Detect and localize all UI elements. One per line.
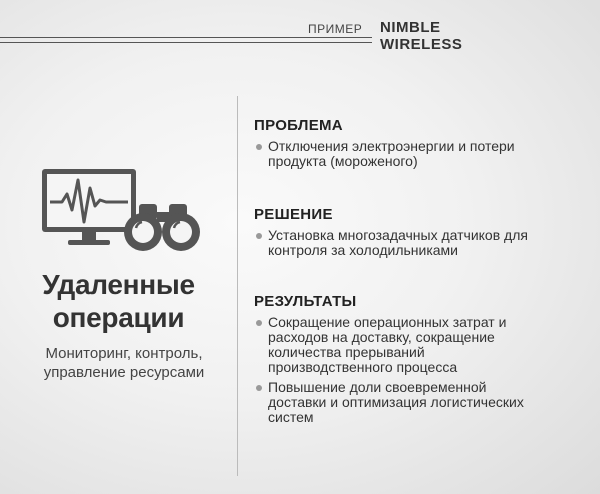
brand-line-1: NIMBLE xyxy=(380,19,441,36)
header-rule-bottom xyxy=(0,42,372,43)
list-item xyxy=(254,228,584,258)
list-item-line: доставки и оптимизация логистических xyxy=(268,394,524,410)
bullet-list xyxy=(254,315,584,425)
list-item-line: Повышение доли своевременной xyxy=(268,379,487,395)
header-rule-top xyxy=(0,37,372,38)
case-title-line-1: Удаленные xyxy=(42,269,195,300)
list-item-line: контроля за холодильниками xyxy=(268,242,459,258)
section-problem xyxy=(254,117,584,174)
list-item xyxy=(254,380,584,425)
monitor-pulse-icon xyxy=(42,169,136,245)
case-title xyxy=(0,268,237,334)
section-heading: ПРОБЛЕМА xyxy=(254,117,343,134)
list-item-line: производственного процесса xyxy=(268,359,458,375)
list-item-line: Отключения электроэнергии и потери xyxy=(268,138,515,154)
case-subtitle-line-2: управление ресурсами xyxy=(43,364,205,381)
header-label: ПРИМЕР xyxy=(308,22,363,36)
list-item-line: продукта (мороженого) xyxy=(268,153,418,169)
column-divider xyxy=(237,96,238,476)
list-item-line: систем xyxy=(268,409,314,425)
brand-name xyxy=(380,19,462,53)
list-item-line: количества прерываний xyxy=(268,344,425,360)
illustration xyxy=(40,166,202,252)
list-item xyxy=(254,315,584,375)
list-item-line: Установка многозадачных датчиков для xyxy=(268,227,528,243)
list-item xyxy=(254,139,584,169)
bullet-list xyxy=(254,228,584,258)
case-subtitle xyxy=(0,344,248,382)
section-results xyxy=(254,293,584,430)
section-heading: РЕШЕНИЕ xyxy=(254,206,333,223)
section-heading: РЕЗУЛЬТАТЫ xyxy=(254,293,357,310)
list-item-line: расходов на доставку, сокращение xyxy=(268,329,495,345)
bullet-list xyxy=(254,139,584,169)
case-title-line-2: операции xyxy=(52,302,185,333)
brand-line-2: WIRELESS xyxy=(380,36,463,53)
list-item-line: Сокращение операционных затрат и xyxy=(268,314,507,330)
case-subtitle-line-1: Мониторинг, контроль, xyxy=(45,345,203,362)
section-solution xyxy=(254,206,584,263)
